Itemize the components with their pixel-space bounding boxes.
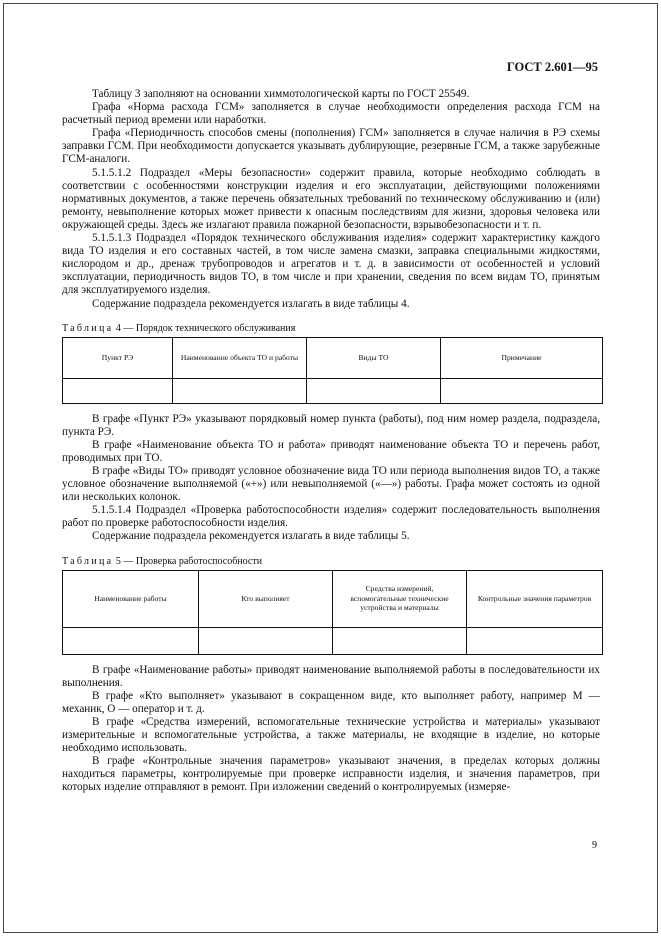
- paragraph: В графе «Кто выполняет» указывают в сокращенном виде, кто выполняет работу, например М — механик, О — оператор и т. д.: [62, 689, 600, 715]
- table5-cell: [199, 627, 333, 654]
- paragraph: В графе «Виды ТО» приводят условное обозначение вида ТО или периода выполнения видов ТО, а также условное обозначение выполняемой («+») или невыполняемой («—») работы. Графа может состоять из одной или нескольких колонок.: [62, 464, 600, 504]
- table4-header-cell: Наименование объекта ТО и работы: [173, 337, 307, 378]
- paragraph: Таблицу 3 заполняют на основании химмотологической карты по ГОСТ 25549.: [92, 88, 470, 100]
- table5-header-cell: Средства измерений, вспомогательные технические устройства и материалы: [333, 570, 467, 627]
- paragraph: В графе «Наименование объекта ТО и работа» приводят наименование объекта ТО и перечень работ, проводимых при ТО.: [62, 438, 600, 464]
- table5-header-cell: Кто выполняет: [199, 570, 333, 627]
- table5-header-cell: Наименование работы: [63, 570, 199, 627]
- table5-caption-title: 5 — Проверка работоспособности: [113, 555, 263, 567]
- table4-cell: [63, 378, 173, 403]
- table4-header-row: [63, 337, 603, 378]
- paragraph: 5.1.5.1.3 Подраздел «Порядок технического обслуживания изделия» содержит характеристику каждого вида ТО изделия и его составных частей, в том числе замена смазки, заправка специальными жидкостями, кислородом и др., дренаж трубопроводов и агрегатов и т. д. в зависимости от особенностей и условий эксплуатации, периодичность видов ТО, в том числе и при хранении, сведения по всем видам ТО, принятым для эксплуатируемого изделия.: [62, 232, 600, 297]
- paragraph: Содержание подраздела рекомендуется излагать в виде таблицы 4.: [92, 297, 410, 310]
- table5-caption-label: Таблица: [62, 555, 114, 567]
- table5-cell: [333, 627, 467, 654]
- paragraph: 5.1.5.1.2 Подраздел «Меры безопасности» содержит правила, которые необходимо соблюдать в соответствии с особенностями конструкции изделия и его эксплуатации, действующими положениями нормативных документов, а также перечень обязательных требований по техническому обслуживанию и (или) ремонту, невыполнение которых может привести к опасным последствиям для жизни, здоровья человека или окружающей среды. Здесь же излагают правила пожарной безопасности, взрывобезопасности и т. п.: [62, 166, 600, 231]
- table5-header-cell: Контрольные значения параметров: [467, 570, 603, 627]
- table5-cell: [63, 627, 199, 654]
- paragraph: В графе «Наименование работы» приводят наименование выполняемой работы в последовательности их выполнения.: [62, 663, 600, 689]
- paragraph: Графа «Норма расхода ГСМ» заполняется в случае необходимости определения расхода ГСМ на расчетный период времени или наработки.: [62, 101, 600, 127]
- document-page: [3, 3, 658, 933]
- table4-cell: [173, 378, 307, 403]
- table5-header-row: [63, 570, 603, 627]
- table5-empty-row: [63, 627, 603, 654]
- table5-cell: [467, 627, 603, 654]
- table5: [62, 570, 603, 655]
- table4-empty-row: [63, 378, 603, 403]
- table4-header-cell: Пункт РЭ: [63, 337, 173, 378]
- table4-caption-label: Таблица: [62, 322, 114, 334]
- table4-cell: [441, 378, 603, 403]
- paragraph: 5.1.5.1.4 Подраздел «Проверка работоспособности изделия» содержит последовательность выполнения работ по проверке работоспособности изделия.: [62, 504, 600, 530]
- paragraph: Содержание подраздела рекомендуется излагать в виде таблицы 5.: [92, 530, 410, 543]
- table5-caption: [62, 556, 600, 568]
- document-header: ГОСТ 2.601—95: [506, 60, 598, 74]
- paragraph: В графе «Пункт РЭ» указывают порядковый номер пункта (работы), под ним номер раздела, подраздела, пункта РЭ.: [62, 412, 600, 438]
- table4: [62, 337, 603, 404]
- table4-caption-title: 4 — Порядок технического обслуживания: [113, 322, 296, 334]
- table4-cell: [307, 378, 441, 403]
- paragraph: В графе «Контрольные значения параметров» указывают значения, в пределах которых должны находиться параметры, контролируемые при проверке исправности изделия, и значения параметров, при которых изделие отправляют в ремонт. При изложении сведений о контролируемых (измеряе-: [62, 755, 600, 794]
- table4-caption: [62, 323, 600, 335]
- paragraph: В графе «Средства измерений, вспомогательные технические устройства и материалы» указывают измерительные и вспомогательные устройства, а также материалы, не входящие в изделие, но которые необходимо использовать.: [62, 715, 600, 755]
- page-content: [62, 88, 600, 794]
- table4-header-cell: Виды ТО: [307, 337, 441, 378]
- paragraph: Графа «Периодичность способов смены (пополнения) ГСМ» заполняется в случае наличия в РЭ схемы заправки ГСМ. При необходимости допускается указывать дублирующие, резервные ГСМ, а также зарубежные ГСМ-аналоги.: [62, 127, 600, 166]
- table4-header-cell: Примечание: [441, 337, 603, 378]
- page-number: 9: [592, 840, 597, 851]
